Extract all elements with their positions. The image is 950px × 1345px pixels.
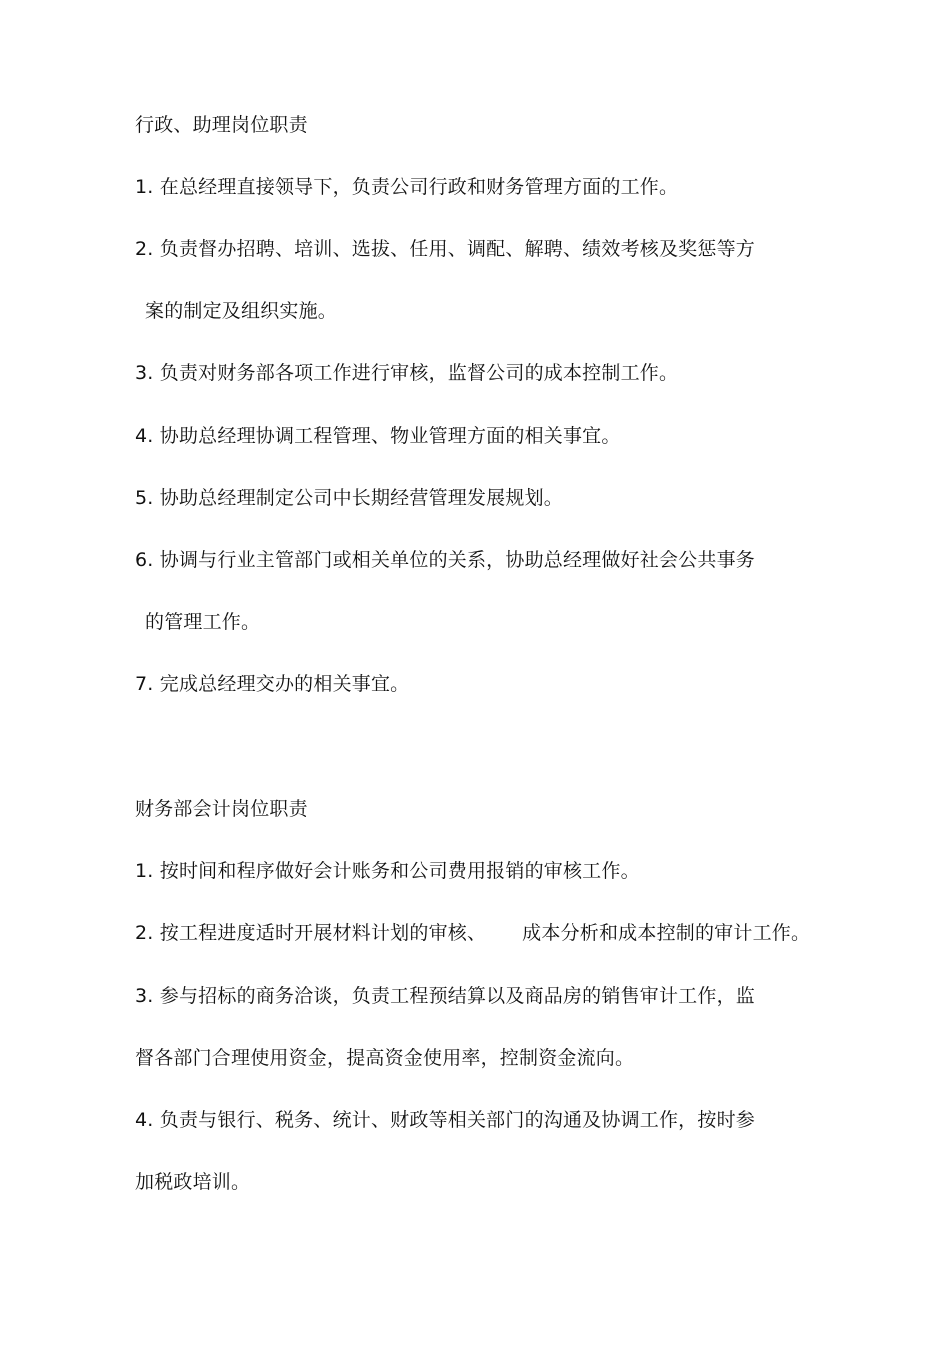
admin-item-7: 7. 完成总经理交办的相关事宜。 <box>135 673 410 695</box>
admin-item-2: 2. 负责督办招聘、培训、选拔、任用、调配、解聘、绩效考核及奖惩等方 <box>135 238 755 260</box>
admin-item-6-continued: 的管理工作。 <box>145 611 261 633</box>
section-title-admin: 行政、助理岗位职责 <box>135 114 308 136</box>
accounting-item-4-continued: 加税政培训。 <box>135 1171 251 1193</box>
accounting-item-2-part-a: 2. 按工程进度适时开展材料计划的审核、 <box>135 922 487 944</box>
accounting-item-2 <box>135 921 810 945</box>
accounting-item-4: 4. 负责与银行、税务、统计、财政等相关部门的沟通及协调工作，按时参 <box>135 1109 755 1131</box>
accounting-item-2-part-b: 成本分析和成本控制的审计工作。 <box>522 922 811 944</box>
admin-item-6: 6. 协调与行业主管部门或相关单位的关系，协助总经理做好社会公共事务 <box>135 549 755 571</box>
accounting-item-3: 3. 参与招标的商务洽谈，负责工程预结算以及商品房的销售审计工作，监 <box>135 985 755 1007</box>
section-title-accounting: 财务部会计岗位职责 <box>135 798 308 820</box>
accounting-item-1: 1. 按时间和程序做好会计账务和公司费用报销的审核工作。 <box>135 860 640 882</box>
admin-item-2-continued: 案的制定及组织实施。 <box>145 300 338 322</box>
admin-item-4: 4. 协助总经理协调工程管理、物业管理方面的相关事宜。 <box>135 425 621 447</box>
admin-item-3: 3. 负责对财务部各项工作进行审核，监督公司的成本控制工作。 <box>135 362 679 384</box>
admin-item-1: 1. 在总经理直接领导下，负责公司行政和财务管理方面的工作。 <box>135 176 679 198</box>
accounting-item-3-continued: 督各部门合理使用资金，提高资金使用率，控制资金流向。 <box>135 1047 635 1069</box>
admin-item-5: 5. 协助总经理制定公司中长期经营管理发展规划。 <box>135 487 563 509</box>
